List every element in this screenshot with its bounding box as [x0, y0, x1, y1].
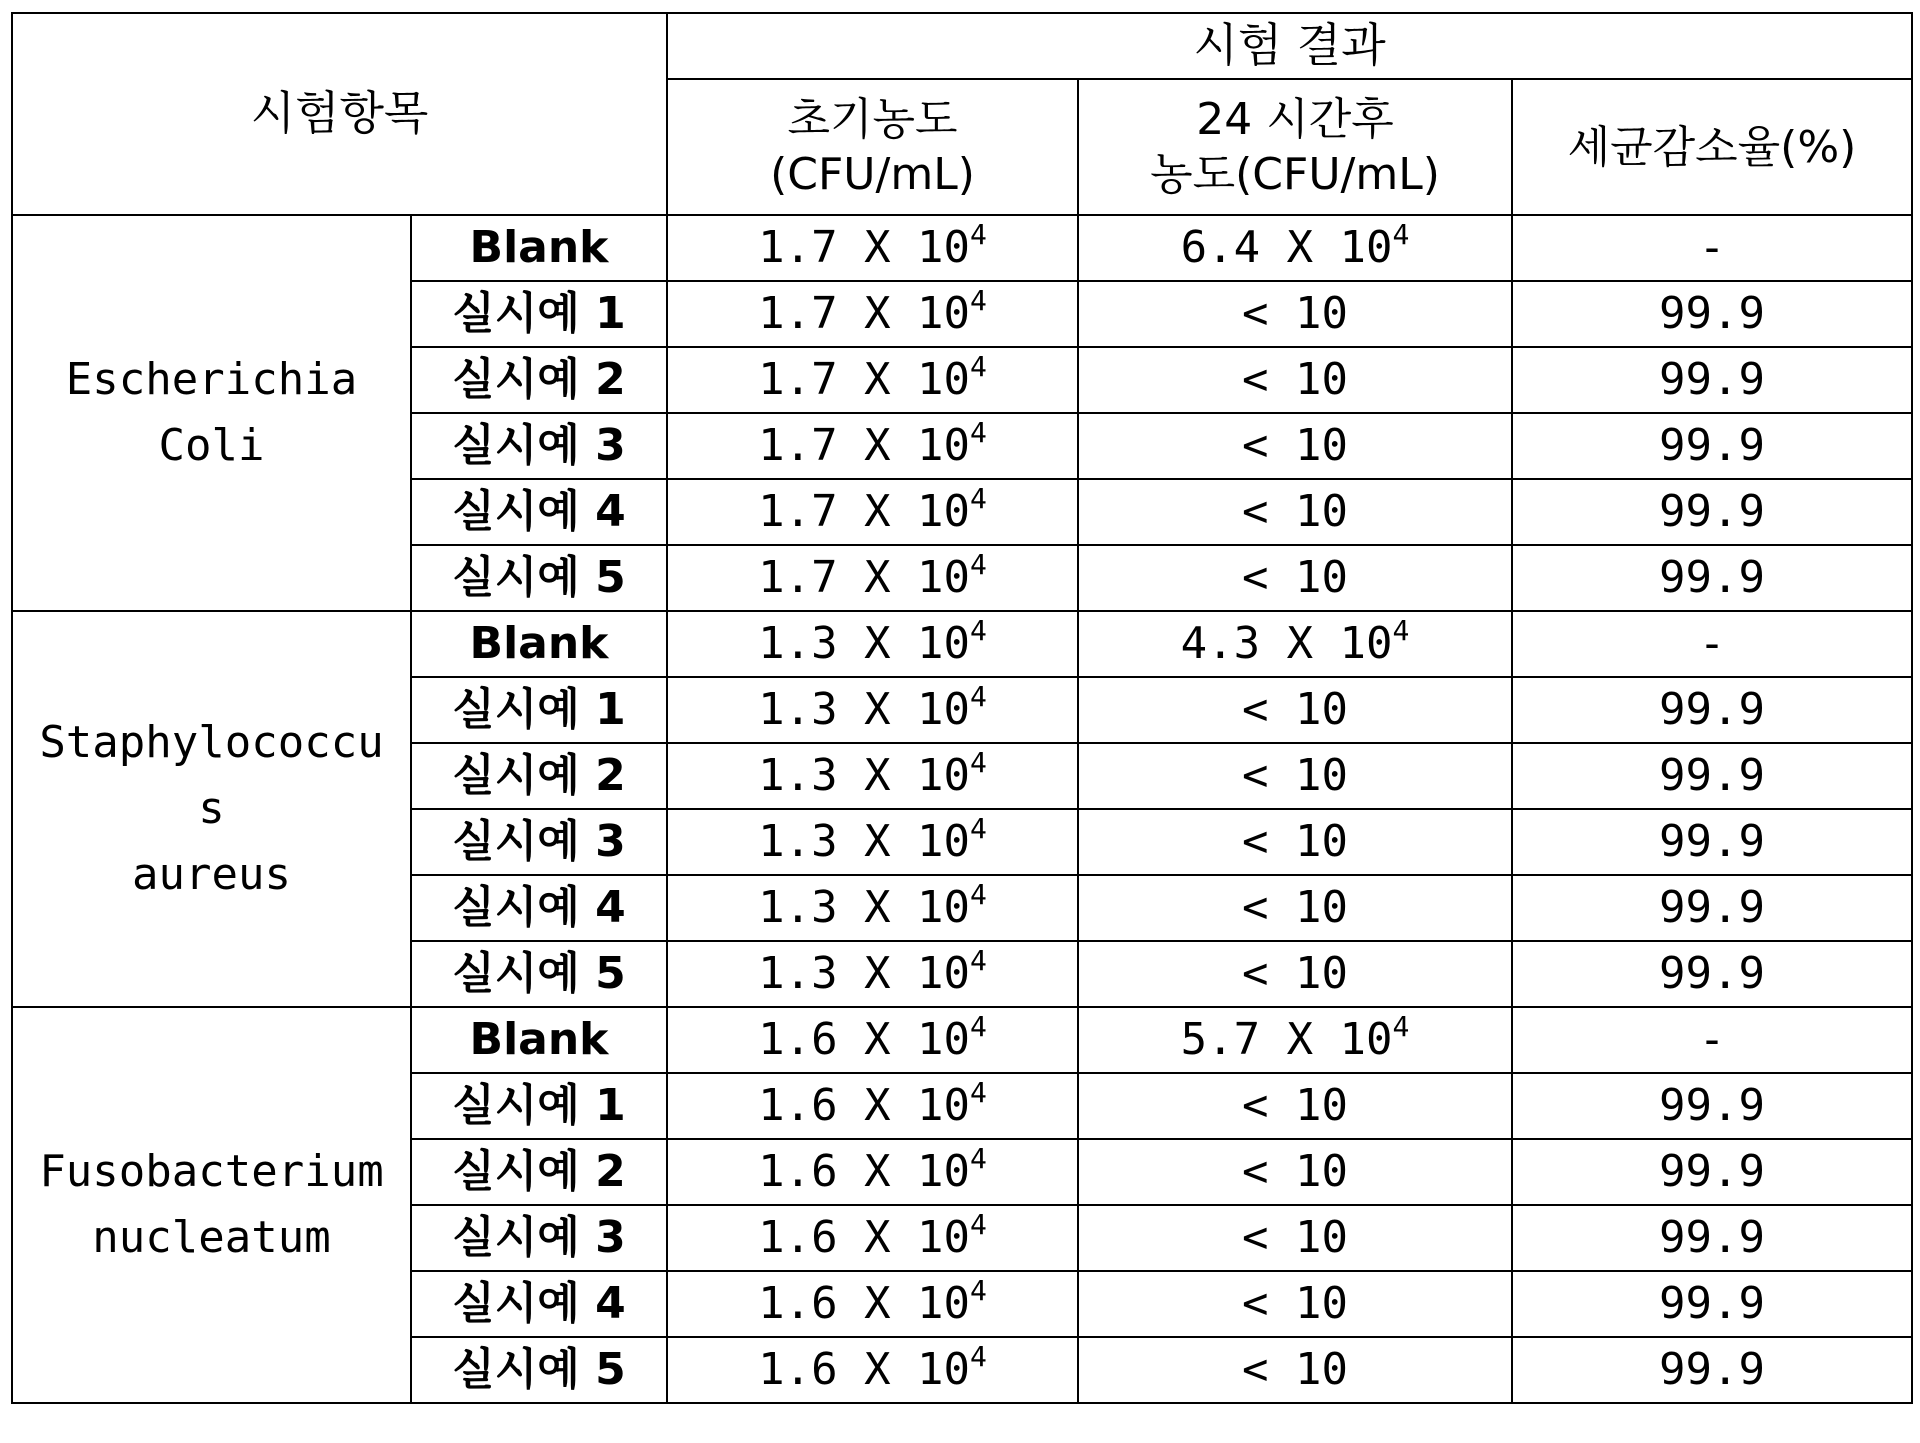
after-24h-concentration-cell [1078, 941, 1512, 1007]
initial-concentration-cell [667, 1073, 1078, 1139]
organism-name-line: s [198, 783, 225, 834]
after-24h-concentration-value: < 10 [1242, 1277, 1348, 1329]
organism-name-line: Staphylococcu [39, 717, 384, 768]
sample-name: 실시예 4 [411, 479, 667, 545]
after-24h-concentration-value: < 10 [1242, 353, 1348, 405]
sample-name: 실시예 2 [411, 1139, 667, 1205]
sample-name: 실시예 5 [411, 941, 667, 1007]
table-row [12, 1007, 1912, 1073]
initial-concentration-exponent: 4 [970, 811, 987, 845]
initial-concentration-value: 1.3 X 10 [758, 749, 971, 801]
sample-name: 실시예 1 [411, 281, 667, 347]
reduction-rate-value: 99.9 [1512, 545, 1912, 611]
after-24h-concentration-value: < 10 [1242, 815, 1348, 867]
organism-name-line: aureus [132, 849, 291, 900]
initial-concentration-value: 1.6 X 10 [758, 1013, 971, 1065]
initial-concentration-cell [667, 1139, 1078, 1205]
sample-name: 실시예 5 [411, 545, 667, 611]
reduction-rate-value: 99.9 [1512, 413, 1912, 479]
reduction-rate-value: 99.9 [1512, 1205, 1912, 1271]
initial-concentration-exponent: 4 [970, 1009, 987, 1043]
sample-name: 실시예 1 [411, 677, 667, 743]
after-24h-concentration-value: < 10 [1242, 1343, 1348, 1395]
initial-concentration-cell [667, 1007, 1078, 1073]
initial-concentration-exponent: 4 [970, 415, 987, 449]
after-24h-concentration-cell [1078, 1271, 1512, 1337]
antibacterial-results-table [11, 12, 1913, 1404]
initial-concentration-value: 1.6 X 10 [758, 1079, 971, 1131]
reduction-rate-value: - [1512, 215, 1912, 281]
initial-concentration-cell [667, 347, 1078, 413]
reduction-rate-header: 세균감소율(%) [1512, 79, 1912, 215]
initial-concentration-exponent: 4 [970, 547, 987, 581]
after-24h-concentration-cell [1078, 743, 1512, 809]
initial-concentration-cell [667, 1337, 1078, 1403]
initial-concentration-value: 1.7 X 10 [758, 419, 971, 471]
organism-name-line: Fusobacterium [39, 1146, 384, 1197]
after-24h-concentration-cell [1078, 611, 1512, 677]
after-24h-concentration-cell [1078, 215, 1512, 281]
initial-concentration-cell [667, 677, 1078, 743]
after-24h-concentration-exponent: 4 [1392, 1009, 1410, 1043]
reduction-rate-value: 99.9 [1512, 941, 1912, 1007]
initial-concentration-exponent: 4 [970, 1207, 987, 1241]
reduction-rate-value: 99.9 [1512, 1139, 1912, 1205]
reduction-rate-value: 99.9 [1512, 1337, 1912, 1403]
sample-name: 실시예 3 [411, 413, 667, 479]
initial-concentration-exponent: 4 [970, 1075, 987, 1109]
initial-concentration-cell [667, 281, 1078, 347]
initial-concentration-exponent: 4 [970, 283, 987, 317]
after-24h-concentration-value: < 10 [1242, 1079, 1348, 1131]
organism-name [12, 611, 411, 1007]
after-24h-concentration-cell [1078, 809, 1512, 875]
initial-concentration-cell [667, 611, 1078, 677]
initial-concentration-exponent: 4 [970, 481, 987, 515]
after-24h-concentration-cell [1078, 875, 1512, 941]
reduction-rate-value: 99.9 [1512, 743, 1912, 809]
initial-concentration-value: 1.6 X 10 [758, 1343, 971, 1395]
test-result-header: 시험 결과 [667, 13, 1912, 79]
initial-concentration-cell [667, 941, 1078, 1007]
initial-concentration-exponent: 4 [970, 943, 987, 977]
initial-concentration-header-line2: (CFU/mL) [770, 149, 975, 200]
after-24h-concentration-exponent: 4 [1392, 217, 1410, 251]
initial-concentration-header [667, 79, 1078, 215]
initial-concentration-value: 1.7 X 10 [758, 485, 971, 537]
test-item-header: 시험항목 [12, 13, 667, 215]
after-24h-concentration-header [1078, 79, 1512, 215]
after-24h-concentration-exponent: 4 [1392, 613, 1410, 647]
after-24h-concentration-value: < 10 [1242, 287, 1348, 339]
initial-concentration-value: 1.6 X 10 [758, 1145, 971, 1197]
after-24h-header-line1: 24 시간후 [1196, 94, 1394, 145]
sample-name: Blank [411, 1007, 667, 1073]
sample-name: Blank [411, 215, 667, 281]
organism-name-line: Coli [158, 420, 265, 471]
after-24h-concentration-value: 6.4 X 10 [1180, 221, 1393, 273]
organism-name [12, 215, 411, 611]
reduction-rate-value: 99.9 [1512, 1073, 1912, 1139]
initial-concentration-value: 1.7 X 10 [758, 287, 971, 339]
reduction-rate-value: 99.9 [1512, 479, 1912, 545]
after-24h-concentration-cell [1078, 1007, 1512, 1073]
organism-name-line: nucleatum [92, 1212, 331, 1263]
initial-concentration-value: 1.3 X 10 [758, 815, 971, 867]
header-row-top [12, 13, 1912, 79]
sample-name: 실시예 4 [411, 1271, 667, 1337]
after-24h-concentration-value: < 10 [1242, 419, 1348, 471]
initial-concentration-value: 1.6 X 10 [758, 1277, 971, 1329]
initial-concentration-cell [667, 743, 1078, 809]
initial-concentration-cell [667, 479, 1078, 545]
reduction-rate-value: 99.9 [1512, 677, 1912, 743]
after-24h-concentration-cell [1078, 347, 1512, 413]
after-24h-concentration-value: 5.7 X 10 [1180, 1013, 1393, 1065]
initial-concentration-value: 1.3 X 10 [758, 617, 971, 669]
after-24h-concentration-value: 4.3 X 10 [1180, 617, 1393, 669]
reduction-rate-value: 99.9 [1512, 809, 1912, 875]
initial-concentration-exponent: 4 [970, 745, 987, 779]
initial-concentration-cell [667, 413, 1078, 479]
after-24h-concentration-value: < 10 [1242, 485, 1348, 537]
after-24h-concentration-cell [1078, 1139, 1512, 1205]
initial-concentration-exponent: 4 [970, 877, 987, 911]
organism-name [12, 1007, 411, 1403]
initial-concentration-cell [667, 215, 1078, 281]
organism-name-line: Escherichia [65, 354, 358, 405]
after-24h-concentration-cell [1078, 413, 1512, 479]
after-24h-header-line2: 농도(CFU/mL) [1150, 149, 1440, 200]
initial-concentration-value: 1.7 X 10 [758, 221, 971, 273]
initial-concentration-value: 1.6 X 10 [758, 1211, 971, 1263]
reduction-rate-value: 99.9 [1512, 281, 1912, 347]
after-24h-concentration-cell [1078, 677, 1512, 743]
initial-concentration-exponent: 4 [970, 349, 987, 383]
reduction-rate-value: - [1512, 611, 1912, 677]
initial-concentration-cell [667, 1205, 1078, 1271]
initial-concentration-value: 1.3 X 10 [758, 947, 971, 999]
after-24h-concentration-value: < 10 [1242, 1211, 1348, 1263]
initial-concentration-value: 1.3 X 10 [758, 683, 971, 735]
initial-concentration-cell [667, 1271, 1078, 1337]
reduction-rate-value: 99.9 [1512, 1271, 1912, 1337]
initial-concentration-cell [667, 809, 1078, 875]
after-24h-concentration-cell [1078, 1205, 1512, 1271]
results-body [12, 215, 1912, 1403]
initial-concentration-value: 1.7 X 10 [758, 353, 971, 405]
table-row [12, 215, 1912, 281]
initial-concentration-exponent: 4 [970, 1273, 987, 1307]
sample-name: 실시예 3 [411, 809, 667, 875]
sample-name: 실시예 4 [411, 875, 667, 941]
after-24h-concentration-cell [1078, 1337, 1512, 1403]
after-24h-concentration-value: < 10 [1242, 749, 1348, 801]
sample-name: 실시예 1 [411, 1073, 667, 1139]
after-24h-concentration-cell [1078, 479, 1512, 545]
initial-concentration-exponent: 4 [970, 679, 987, 713]
table-row [12, 611, 1912, 677]
sample-name: 실시예 2 [411, 743, 667, 809]
initial-concentration-cell [667, 545, 1078, 611]
results-table-container [11, 12, 1913, 1404]
after-24h-concentration-value: < 10 [1242, 683, 1348, 735]
reduction-rate-value: - [1512, 1007, 1912, 1073]
initial-concentration-cell [667, 875, 1078, 941]
after-24h-concentration-cell [1078, 281, 1512, 347]
after-24h-concentration-value: < 10 [1242, 881, 1348, 933]
after-24h-concentration-cell [1078, 1073, 1512, 1139]
sample-name: Blank [411, 611, 667, 677]
sample-name: 실시예 5 [411, 1337, 667, 1403]
initial-concentration-exponent: 4 [970, 1339, 987, 1373]
after-24h-concentration-value: < 10 [1242, 947, 1348, 999]
reduction-rate-value: 99.9 [1512, 875, 1912, 941]
initial-concentration-exponent: 4 [970, 1141, 987, 1175]
after-24h-concentration-value: < 10 [1242, 551, 1348, 603]
sample-name: 실시예 3 [411, 1205, 667, 1271]
reduction-rate-value: 99.9 [1512, 347, 1912, 413]
initial-concentration-value: 1.3 X 10 [758, 881, 971, 933]
initial-concentration-exponent: 4 [970, 217, 987, 251]
after-24h-concentration-value: < 10 [1242, 1145, 1348, 1197]
sample-name: 실시예 2 [411, 347, 667, 413]
initial-concentration-exponent: 4 [970, 613, 987, 647]
initial-concentration-value: 1.7 X 10 [758, 551, 971, 603]
initial-concentration-header-line1: 초기농도 [787, 94, 958, 145]
after-24h-concentration-cell [1078, 545, 1512, 611]
